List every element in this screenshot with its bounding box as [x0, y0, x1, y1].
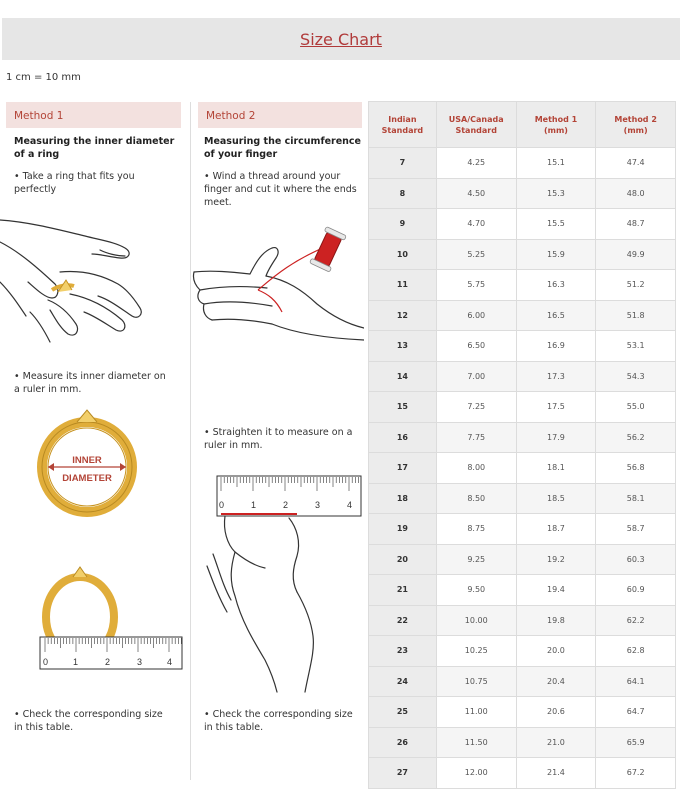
title-bar: [2, 18, 680, 60]
method1-mm-cell: 17.3: [516, 361, 596, 392]
indian-size-cell: 18: [369, 483, 437, 514]
method1-mm-cell: 18.7: [516, 514, 596, 545]
indian-size-cell: 20: [369, 544, 437, 575]
method2-step1: • Wind a thread around your finger and cut it where the ends meet.: [204, 171, 357, 208]
method2-mm-cell: 55.0: [596, 392, 676, 423]
table-row: [369, 605, 676, 636]
table-row: [369, 514, 676, 545]
usa-size-cell: 6.00: [436, 300, 516, 331]
indian-size-cell: 9: [369, 209, 437, 240]
method1-mm-cell: 17.9: [516, 422, 596, 453]
usa-size-cell: 7.75: [436, 422, 516, 453]
method1-label: Method 1: [6, 102, 181, 128]
method2-mm-cell: 54.3: [596, 361, 676, 392]
usa-size-cell: 9.25: [436, 544, 516, 575]
usa-size-cell: 7.00: [436, 361, 516, 392]
ruler-number: 2: [283, 500, 289, 510]
indian-size-cell: 25: [369, 697, 437, 728]
usa-size-cell: 8.50: [436, 483, 516, 514]
table-row: [369, 270, 676, 301]
column-header-indian: Indian Standard: [369, 102, 437, 148]
table-row: [369, 544, 676, 575]
ruler-number: 1: [251, 500, 257, 510]
method2-mm-cell: 64.7: [596, 697, 676, 728]
usa-size-cell: 10.75: [436, 666, 516, 697]
method2-mm-cell: 64.1: [596, 666, 676, 697]
indian-size-cell: 14: [369, 361, 437, 392]
usa-size-cell: 5.75: [436, 270, 516, 301]
method2-mm-cell: 47.4: [596, 148, 676, 179]
table-row: [369, 209, 676, 240]
thread-on-ruler-illustration: [205, 470, 365, 695]
size-table: [368, 101, 676, 789]
method1-step1: • Take a ring that fits you perfectly: [14, 171, 135, 195]
column-header-method1: Method 1 (mm): [516, 102, 596, 148]
table-row: [369, 483, 676, 514]
table-row: [369, 636, 676, 667]
method1-mm-cell: 17.5: [516, 392, 596, 423]
indian-size-cell: 21: [369, 575, 437, 606]
column-header-usa: USA/Canada Standard: [436, 102, 516, 148]
method2-mm-cell: 65.9: [596, 727, 676, 758]
ring-on-ruler-illustration: [35, 565, 185, 675]
method2-mm-cell: 62.2: [596, 605, 676, 636]
column-header-method2: Method 2 (mm): [596, 102, 676, 148]
ruler-number: 3: [137, 657, 143, 667]
indian-size-cell: 17: [369, 453, 437, 484]
method1-step3: • Check the corresponding size in this table.: [14, 709, 163, 733]
thread-spool-icon: [310, 227, 347, 273]
method1-mm-cell: 18.5: [516, 483, 596, 514]
usa-size-cell: 6.50: [436, 331, 516, 362]
usa-size-cell: 8.00: [436, 453, 516, 484]
ruler-number: 2: [105, 657, 111, 667]
indian-size-cell: 26: [369, 727, 437, 758]
indian-size-cell: 11: [369, 270, 437, 301]
method2-mm-cell: 56.8: [596, 453, 676, 484]
ring-inner-diameter-illustration: [30, 405, 145, 520]
method1-mm-cell: 16.5: [516, 300, 596, 331]
method2-mm-cell: 53.1: [596, 331, 676, 362]
column-divider: [190, 102, 191, 780]
method1-mm-cell: 15.1: [516, 148, 596, 179]
indian-size-cell: 12: [369, 300, 437, 331]
table-row: [369, 239, 676, 270]
ruler-number: 4: [167, 657, 173, 667]
method2-mm-cell: 62.8: [596, 636, 676, 667]
indian-size-cell: 24: [369, 666, 437, 697]
table-row: [369, 178, 676, 209]
table-row: [369, 575, 676, 606]
method2-mm-cell: 67.2: [596, 758, 676, 789]
table-row: [369, 727, 676, 758]
method2-mm-cell: 48.0: [596, 178, 676, 209]
ring-label-inner: INNER: [72, 455, 102, 466]
method1-mm-cell: 21.4: [516, 758, 596, 789]
indian-size-cell: 27: [369, 758, 437, 789]
indian-size-cell: 22: [369, 605, 437, 636]
method2-step3: • Check the corresponding size in this table.: [204, 709, 353, 733]
usa-size-cell: 5.25: [436, 239, 516, 270]
usa-size-cell: 9.50: [436, 575, 516, 606]
indian-size-cell: 8: [369, 178, 437, 209]
method1-mm-cell: 15.9: [516, 239, 596, 270]
table-row: [369, 697, 676, 728]
usa-size-cell: 8.75: [436, 514, 516, 545]
ruler-icon: [40, 637, 182, 669]
table-row: [369, 331, 676, 362]
method1-heading: Measuring the inner diameter of a ring: [14, 136, 175, 160]
table-row: [369, 392, 676, 423]
method1-mm-cell: 16.3: [516, 270, 596, 301]
ruler-number: 1: [73, 657, 79, 667]
method1-mm-cell: 20.6: [516, 697, 596, 728]
method2-step2: • Straighten it to measure on a ruler in mm.: [204, 427, 353, 451]
table-row: [369, 666, 676, 697]
ring-label-diameter: DIAMETER: [62, 473, 112, 484]
ruler-number: 0: [219, 500, 225, 510]
table-row: [369, 300, 676, 331]
method1-mm-cell: 19.8: [516, 605, 596, 636]
usa-size-cell: 7.25: [436, 392, 516, 423]
ruler-number: 0: [43, 657, 49, 667]
method2-mm-cell: 49.9: [596, 239, 676, 270]
indian-size-cell: 15: [369, 392, 437, 423]
table-row: [369, 422, 676, 453]
indian-size-cell: 19: [369, 514, 437, 545]
page-title: Size Chart: [300, 30, 382, 49]
method2-mm-cell: 51.2: [596, 270, 676, 301]
ring-on-finger-icon: [52, 280, 74, 292]
method2-mm-cell: 60.3: [596, 544, 676, 575]
indian-size-cell: 13: [369, 331, 437, 362]
method1-mm-cell: 15.5: [516, 209, 596, 240]
method2-mm-cell: 58.7: [596, 514, 676, 545]
indian-size-cell: 16: [369, 422, 437, 453]
indian-size-cell: 10: [369, 239, 437, 270]
usa-size-cell: 10.00: [436, 605, 516, 636]
usa-size-cell: 4.70: [436, 209, 516, 240]
method2-label: Method 2: [198, 102, 362, 128]
table-row: [369, 453, 676, 484]
method1-mm-cell: 18.1: [516, 453, 596, 484]
scale-note: 1 cm = 10 mm: [6, 72, 81, 83]
ruler-number: 3: [315, 500, 321, 510]
indian-size-cell: 7: [369, 148, 437, 179]
method2-mm-cell: 48.7: [596, 209, 676, 240]
usa-size-cell: 11.00: [436, 697, 516, 728]
table-row: [369, 148, 676, 179]
ruler-number: 4: [347, 500, 353, 510]
method2-mm-cell: 58.1: [596, 483, 676, 514]
usa-size-cell: 11.50: [436, 727, 516, 758]
method2-mm-cell: 51.8: [596, 300, 676, 331]
table-row: [369, 758, 676, 789]
method1-step2: • Measure its inner diameter on a ruler in mm.: [14, 371, 166, 395]
method2-heading: Measuring the circumference of your finger: [204, 136, 362, 160]
table-row: [369, 361, 676, 392]
hand-with-thread-illustration: [192, 220, 364, 350]
method2-mm-cell: 56.2: [596, 422, 676, 453]
method1-mm-cell: 20.4: [516, 666, 596, 697]
method1-mm-cell: 16.9: [516, 331, 596, 362]
indian-size-cell: 23: [369, 636, 437, 667]
method1-mm-cell: 19.4: [516, 575, 596, 606]
method2-mm-cell: 60.9: [596, 575, 676, 606]
usa-size-cell: 10.25: [436, 636, 516, 667]
hand-with-ring-illustration: [0, 212, 185, 347]
method1-mm-cell: 19.2: [516, 544, 596, 575]
table-header-row: [369, 102, 676, 148]
usa-size-cell: 4.25: [436, 148, 516, 179]
method1-mm-cell: 15.3: [516, 178, 596, 209]
method1-mm-cell: 21.0: [516, 727, 596, 758]
usa-size-cell: 4.50: [436, 178, 516, 209]
method1-mm-cell: 20.0: [516, 636, 596, 667]
usa-size-cell: 12.00: [436, 758, 516, 789]
